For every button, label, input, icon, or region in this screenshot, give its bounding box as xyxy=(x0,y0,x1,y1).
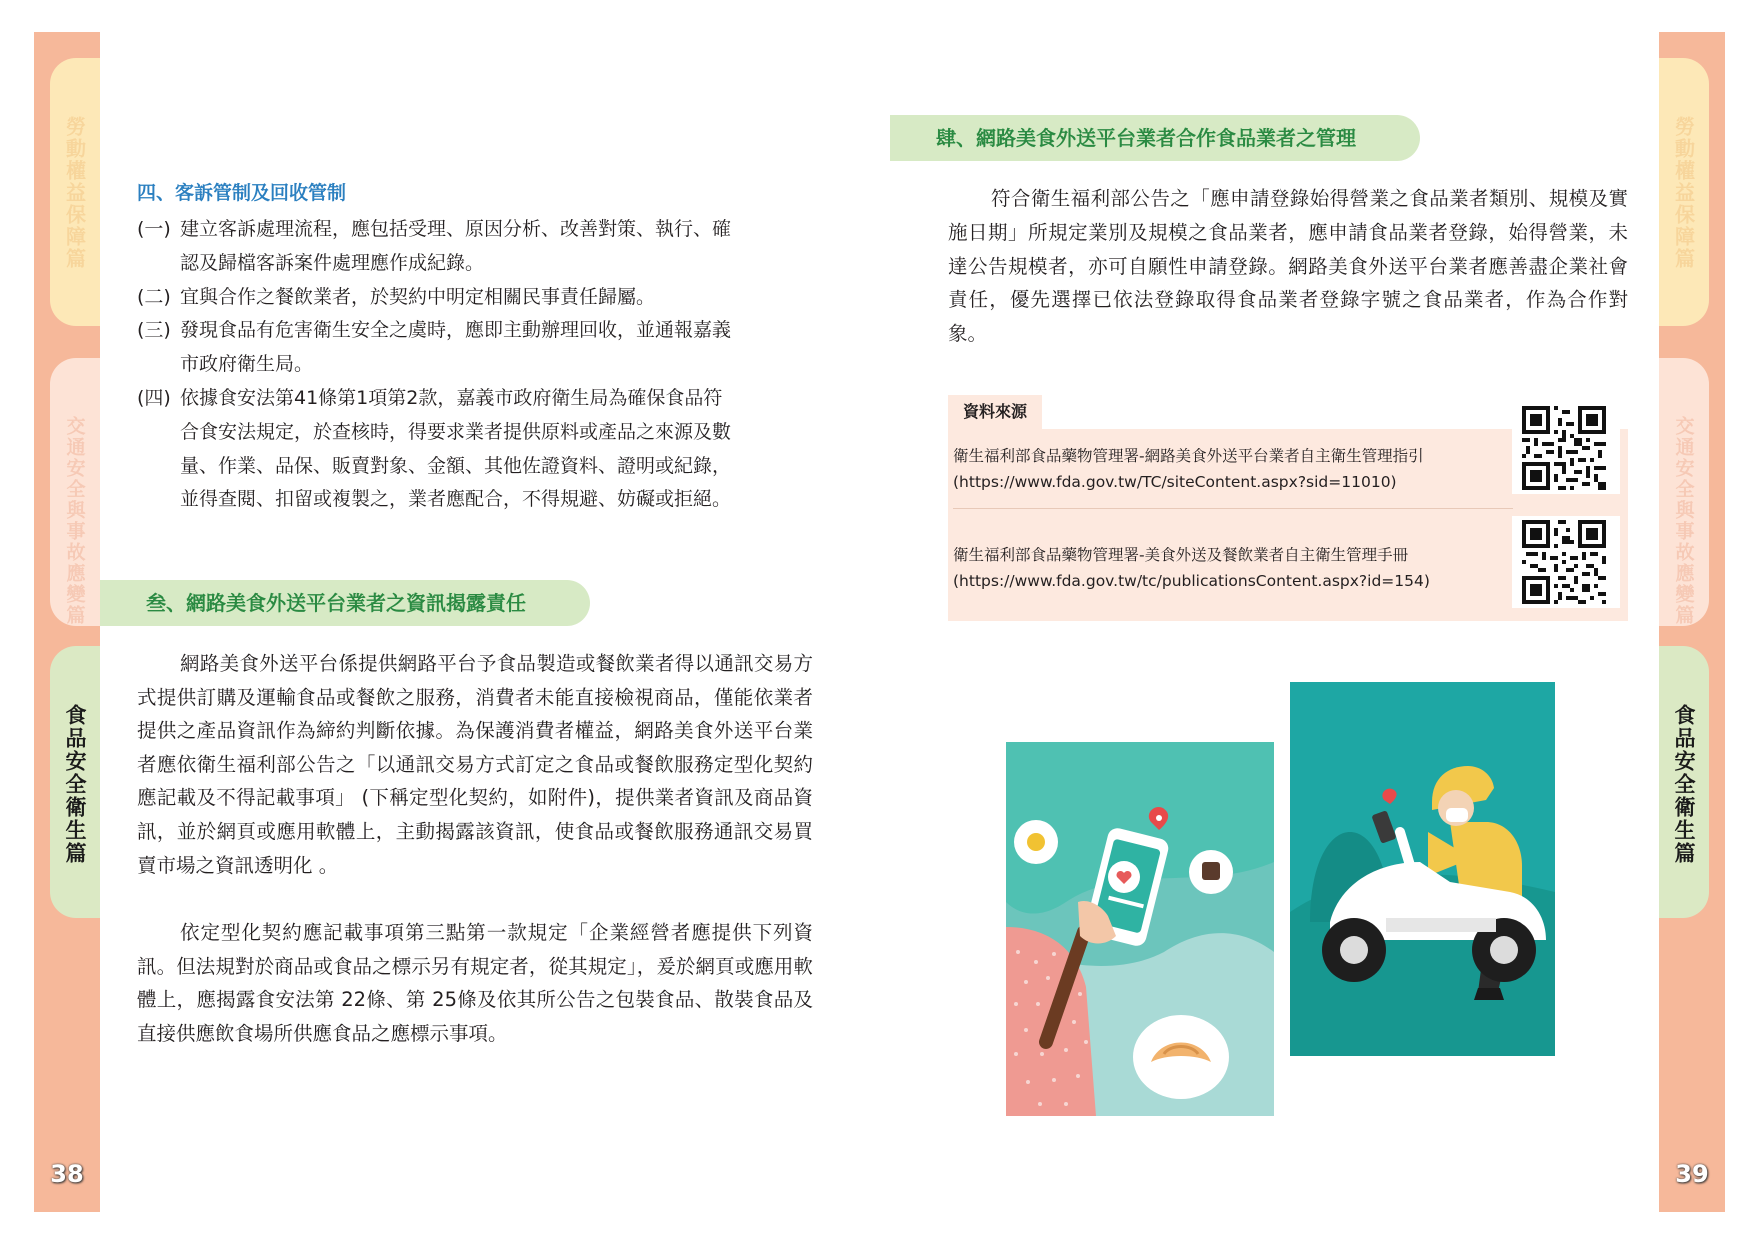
source-title: 衛生福利部食品藥物管理署-美食外送及餐飲業者自主衛生管理手冊 xyxy=(953,546,1409,564)
list-item-line: 市政府衛生局。 xyxy=(180,353,314,376)
list-item-line: 認及歸檔客訴案件處理應作成紀錄。 xyxy=(180,251,485,274)
sources-divider xyxy=(953,508,1513,509)
phone-ordering-illustration xyxy=(1006,742,1274,1116)
sources-label: 資料來源 xyxy=(948,395,1042,429)
tab-food-safety[interactable]: 食品安全衛生篇 xyxy=(1659,646,1709,918)
list-item-number: (三) xyxy=(137,319,171,342)
tab-labor-rights[interactable]: 勞動權益保障篇 xyxy=(1659,58,1709,326)
list-item-line: 量、作業、品保、販賣對象、金額、其他佐證資料、證明或紀錄， xyxy=(180,454,732,477)
source-item xyxy=(953,443,1424,495)
list-item xyxy=(137,382,817,517)
qr-code-icon[interactable] xyxy=(1512,402,1620,494)
list-item-line: 宜與合作之餐飲業者，於契約中明定相關民事責任歸屬。 xyxy=(180,285,656,308)
tab-labor-rights[interactable]: 勞動權益保障篇 xyxy=(50,58,100,326)
tab-food-safety[interactable]: 食品安全衛生篇 xyxy=(50,646,100,918)
source-item xyxy=(953,542,1430,594)
source-title: 衛生福利部食品藥物管理署-網路美食外送平台業者自主衛生管理指引 xyxy=(953,447,1424,465)
left-side-band xyxy=(34,32,100,1212)
list-item xyxy=(137,281,817,315)
source-url-link[interactable]: (https://www.fda.gov.tw/tc/publicationsContent.aspx?id=154) xyxy=(953,572,1430,590)
list-item xyxy=(137,314,817,382)
list-item-line: 建立客訴處理流程，應包括受理、原因分析、改善對策、執行、確 xyxy=(180,218,732,240)
list-item-line: 依據食安法第41條第1項第2款，嘉義市政府衛生局為確保食品符 xyxy=(180,386,723,409)
right-side-band xyxy=(1659,32,1725,1212)
section-banner-disclosure: 叁、網路美食外送平台業者之資訊揭露責任 xyxy=(100,580,590,626)
disclosure-paragraph-1: 網路美食外送平台係提供網路平台予食品製造或餐飲業者得以通訊交易方式提供訂購及運輸食品或餐飲之服務，消費者未能直接檢視商品，僅能依業者提供之產品資訊作為締約判斷依據。為保護消費者權益，網路美食外送平台業者應依衛生福利部公告之「以通訊交易方式訂定之食品或餐飲服務定型化契約應記載及不得記載事項」 (下稱定型化契約，如附件)，提供業者資訊及商品資訊，並於網頁或應用軟體上，主動揭露該資訊，使食品或餐飲服務通訊交易買賣市場之資訊透明化 。 xyxy=(137,652,813,877)
complaint-control-list xyxy=(137,213,817,517)
disclosure-paragraph-2: 依定型化契約應記載事項第三點第一款規定「企業經營者應提供下列資訊。但法規對於商品或食品之標示另有規定者，從其規定」，爰於網頁或應用軟體上，應揭露食安法第 22條、第 25條及依其所公告之包裝食品、散裝食品及直接供應飲食場所供應食品之應標示事項。 xyxy=(137,921,813,1045)
partner-management-paragraph: 符合衛生福利部公告之「應申請登錄始得營業之食品業者類別、規模及實施日期」所規定業別及規模之食品業者，應申請食品業者登錄，始得營業，未達公告規模者，亦可自願性申請登錄。網路美食外送平台業者應善盡企業社會責任，優先選擇已依法登錄取得食品業者登錄字號之食品業者，作為合作對象。 xyxy=(948,187,1628,346)
list-item-number: (四) xyxy=(137,386,171,409)
delivery-rider-illustration xyxy=(1290,682,1555,1056)
page-number: 39 xyxy=(1675,1160,1709,1188)
qr-code-icon[interactable] xyxy=(1512,516,1620,608)
list-item-line: 發現食品有危害衛生安全之虞時，應即主動辦理回收，並通報嘉義 xyxy=(180,319,732,342)
list-item-line: 合食安法規定，於查核時，得要求業者提供原料或產品之來源及數 xyxy=(180,420,732,443)
tab-traffic-safety[interactable]: 交通安全與事故應變篇 xyxy=(50,358,100,626)
list-item-line: 並得查閱、扣留或複製之，業者應配合，不得規避、妨礙或拒絕。 xyxy=(180,488,732,511)
source-url-link[interactable]: (https://www.fda.gov.tw/TC/siteContent.aspx?sid=11010) xyxy=(953,473,1397,491)
page-number: 38 xyxy=(50,1160,84,1188)
list-item-number: (二) xyxy=(137,285,171,308)
section-banner-partner-management: 肆、網路美食外送平台業者合作食品業者之管理 xyxy=(890,115,1420,161)
list-item-number: (一) xyxy=(137,218,171,240)
tab-traffic-safety[interactable]: 交通安全與事故應變篇 xyxy=(1659,358,1709,626)
complaint-control-heading: 四、客訴管制及回收管制 xyxy=(137,182,347,204)
list-item xyxy=(137,213,817,281)
